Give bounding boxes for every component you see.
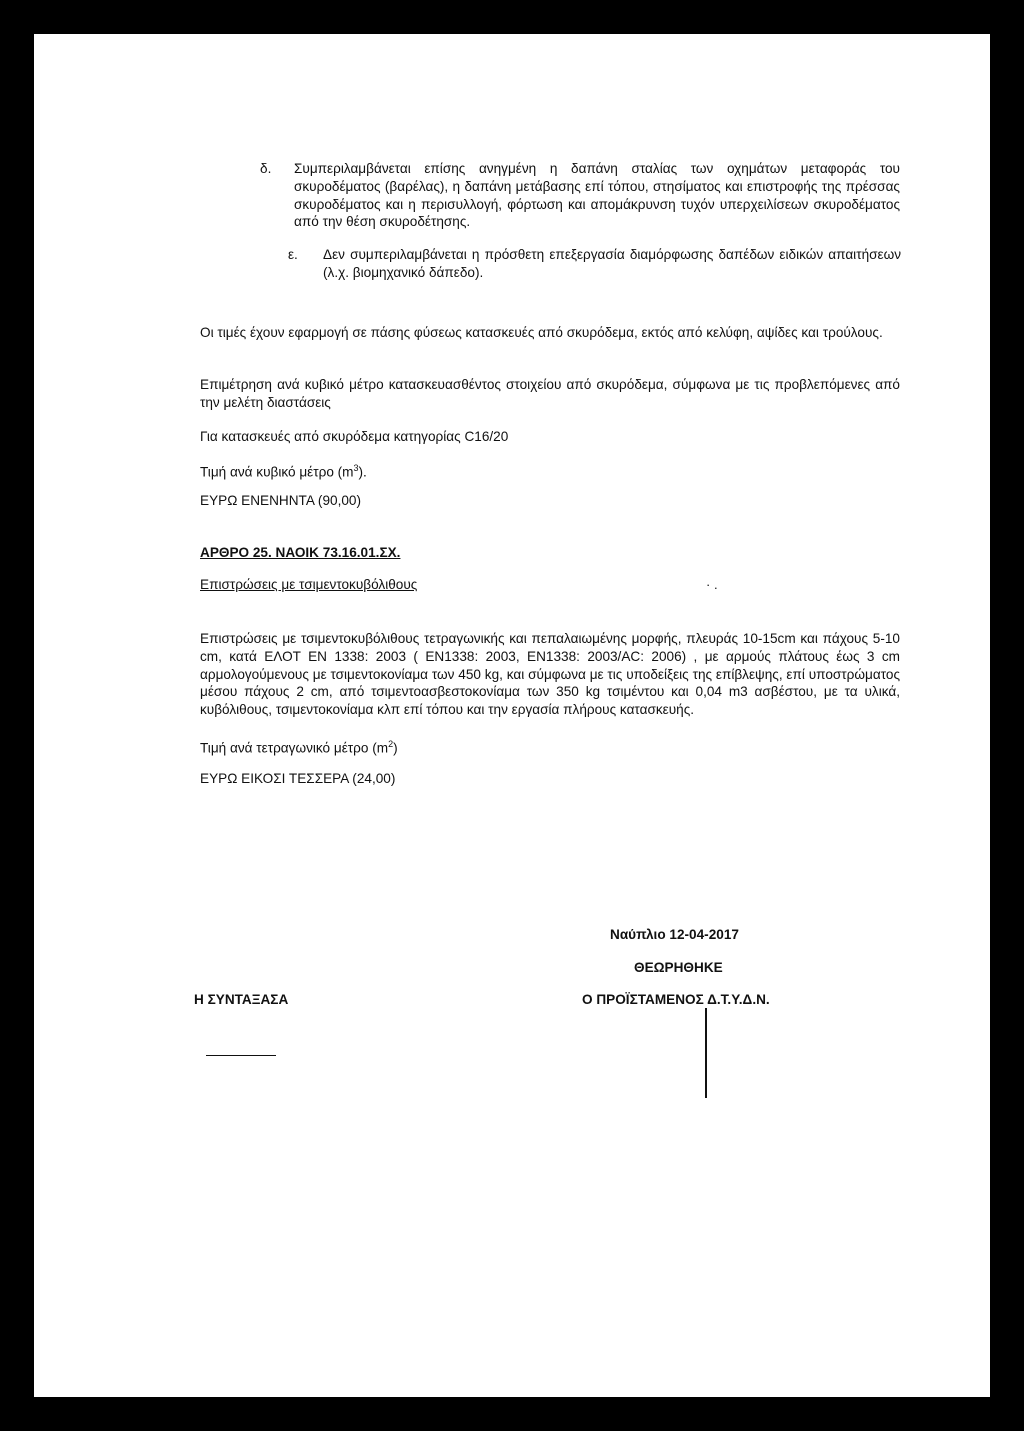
item-e-marker: ε. [288, 247, 298, 262]
article-description: Επιστρώσεις με τσιμεντοκυβόλιθους τετραγωνικής και πεπαλαιωμένης μορφής, πλευράς 10-15cm και πάχους 5-10 cm, κατά ΕΛΟΤ ΕΝ 1338: 2003 ( ΕΝ1338: 2003, ΕΝ1338: 2003/AC: 2006) , με αρμούς πλάτους έως 3 cm αρμολογούμενους με τσιμεντοκονίαμα των 450 kg, και σύμφωνα με τις υποδείξεις της επίβλεψης, επί υποστρώματος μέσου πάχους 2 cm, από τσιμεντοασβεστοκονίαμα των 350 kg τσιμέντου και 0,04 m3 ασβέστου, με τα υλικά, κυβόλιθους, τσιμεντοκονίαμα κλπ επί τόπου και την εργασία πλήρους κατασκευής. [200, 631, 900, 718]
document-page [34, 34, 990, 1397]
price-pavers: ΕΥΡΩ ΕΙΚΟΣΙ ΤΕΣΣΕΡΑ (24,00) [200, 771, 396, 786]
director-title: Ο ΠΡΟΪΣΤΑΜΕΝΟΣ Δ.Τ.Υ.Δ.Ν. [582, 992, 770, 1007]
approved-label: ΘΕΩΡΗΘΗΚΕ [634, 960, 723, 975]
unit-price-line [200, 460, 900, 481]
director-signature-stroke [705, 1008, 707, 1098]
article-unit-label: Τιμή ανά τετραγωνικό μέτρο (m [200, 740, 389, 756]
item-d-marker: δ. [260, 161, 272, 176]
item-e-text: Δεν συμπεριλαμβάνεται η πρόσθετη επεξεργασία διαμόρφωσης δαπέδων ειδικών απαιτήσεων (λ.χ. βιομηχανικό δάπεδο). [323, 247, 901, 280]
applicability-paragraph: Οι τιμές έχουν εφαρμογή σε πάσης φύσεως κατασκευές από σκυρόδεμα, εκτός από κελύφη, αψίδες και τρούλους. [200, 325, 883, 340]
concrete-category: Για κατασκευές από σκυρόδεμα κατηγορίας C16/20 [200, 429, 509, 444]
price-concrete: ΕΥΡΩ ΕΝΕΝΗΝΤΑ (90,00) [200, 493, 362, 508]
place-date: Ναύπλιο 12-04-2017 [610, 927, 739, 942]
unit-price-end: ). [358, 464, 367, 480]
item-d-text: Συμπεριλαμβάνεται επίσης ανηγμένη η δαπάνη σταλίας των οχημάτων μεταφοράς του σκυροδέματος (βαρέλας), η δαπάνη μετάβασης επί τόπου, στησίματος και επιστροφής της πρέσσας σκυροδέματος και η περισυλλογή, φόρτωση και απομάκρυνση τυχόν υπερχειλίσεων σκυροδέματος από την θέση σκυροδέτησης. [294, 161, 900, 230]
article-unit-line [200, 736, 900, 757]
article-unit-end: ) [393, 740, 398, 756]
unit-price-label: Τιμή ανά κυβικό μέτρο (m [200, 464, 354, 480]
unit-price-superscript: 3 [353, 463, 359, 473]
measurement-paragraph: Επιμέτρηση ανά κυβικό μέτρο κατασκευασθέντος στοιχείου από σκυρόδεμα, σύμφωνα με τις προβλεπόμενες από την μελέτη διαστάσεις [200, 377, 900, 410]
stray-marks: · . [706, 577, 718, 592]
author-title: Η ΣΥΝΤΑΞΑΣΑ [194, 992, 289, 1007]
author-signature-line [206, 1055, 276, 1056]
article-unit-superscript: 2 [388, 739, 394, 749]
article-code: ΑΡΘΡΟ 25. ΝΑΟΙΚ 73.16.01.ΣΧ. [200, 545, 401, 560]
article-title: Επιστρώσεις με τσιμεντοκυβόλιθους [200, 577, 418, 592]
